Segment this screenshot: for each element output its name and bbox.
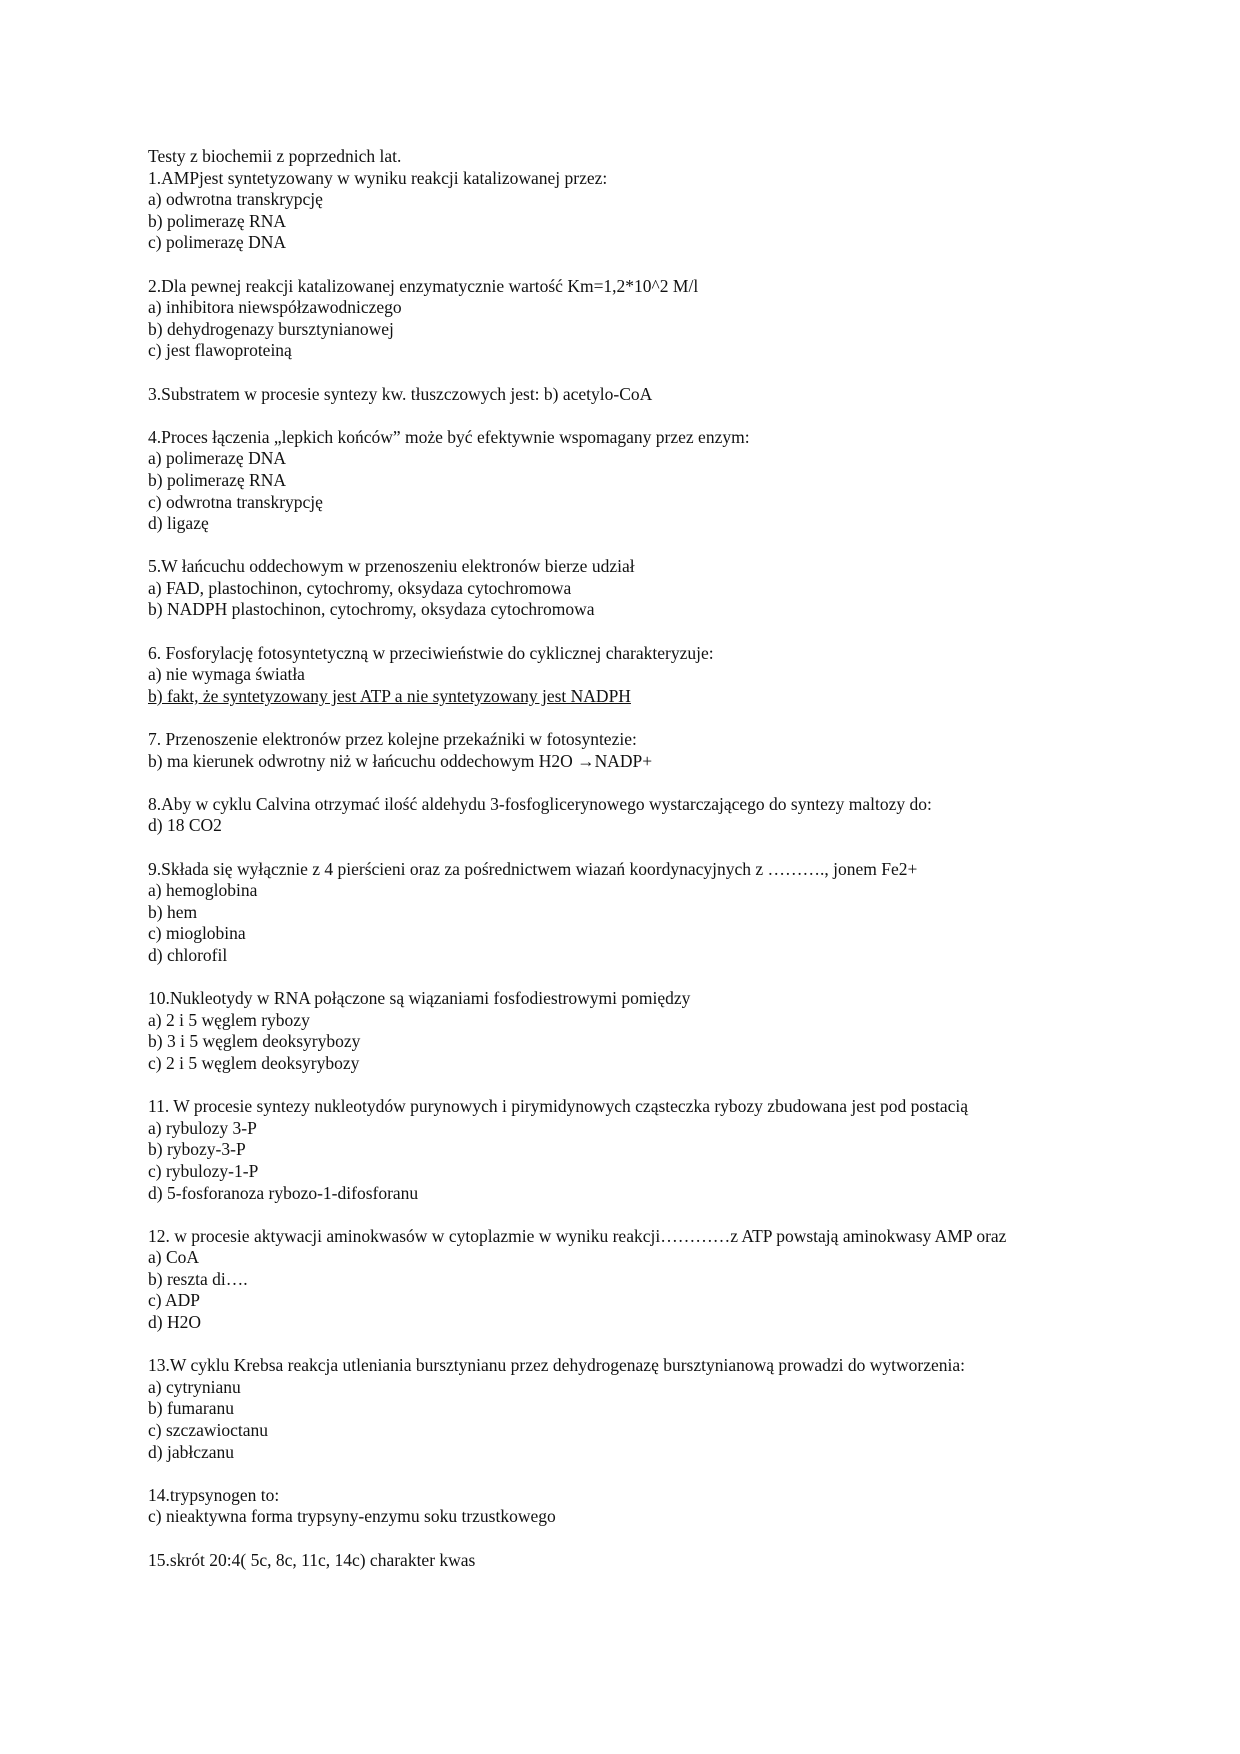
answer-option: b) fumaranu xyxy=(148,1398,235,1419)
answer-option: b) dehydrogenazy bursztynianowej xyxy=(148,318,394,339)
answer-option: a) cytrynianu xyxy=(148,1376,241,1397)
answer-option: b) polimerazę RNA xyxy=(148,469,287,490)
question-text: 14.trypsynogen to: xyxy=(148,1484,280,1505)
answer-option: a) polimerazę DNA xyxy=(148,448,286,469)
answer-option: d) 5-fosforanoza rybozo-1-difosforanu xyxy=(148,1182,419,1203)
answer-option: d) chlorofil xyxy=(148,944,228,965)
question-13 xyxy=(148,1355,1148,1463)
question-text: 13.W cyklu Krebsa reakcja utleniania bursztynianu przez dehydrogenazę bursztynianową prowadzi do wytworzenia: xyxy=(148,1355,965,1376)
question-text: 1.AMPjest syntetyzowany w wyniku reakcji katalizowanej przez: xyxy=(148,167,608,188)
question-text: 2.Dla pewnej reakcji katalizowanej enzymatycznie wartość Km=1,2*10^2 M/l xyxy=(148,275,699,296)
question-6 xyxy=(148,643,1148,708)
document-content xyxy=(148,146,1148,1593)
question-3 xyxy=(148,384,1148,406)
answer-option: b) reszta di…. xyxy=(148,1268,248,1289)
answer-option: c) rybulozy-1-P xyxy=(148,1160,259,1181)
answer-option: a) hemoglobina xyxy=(148,880,258,901)
question-10 xyxy=(148,988,1148,1074)
answer-option: a) rybulozy 3-P xyxy=(148,1117,257,1138)
question-text: 6. Fosforylację fotosyntetyczną w przeciwieństwie do cyklicznej charakteryzuje: xyxy=(148,642,714,663)
answer-option: a) nie wymaga światła xyxy=(148,664,305,685)
question-text: 4.Proces łączenia „lepkich końców” może być efektywnie wspomagany przez enzym: xyxy=(148,426,750,447)
answer-option: b) ma kierunek odwrotny niż w łańcuchu oddechowym H2O →NADP+ xyxy=(148,750,653,771)
question-5 xyxy=(148,556,1148,621)
question-text: 11. W procesie syntezy nukleotydów purynowych i pirymidynowych cząsteczka rybozy zbudowana jest pod postacią xyxy=(148,1096,969,1117)
answer-option: b) NADPH plastochinon, cytochromy, oksydaza cytochromowa xyxy=(148,599,595,620)
answer-option-underlined: b) fakt, że syntetyzowany jest ATP a nie syntetyzowany jest NADPH xyxy=(148,685,631,706)
question-text: 8.Aby w cyklu Calvina otrzymać ilość aldehydu 3-fosfoglicerynowego wystarczającego do syntezy maltozy do: xyxy=(148,793,932,814)
question-4 xyxy=(148,427,1148,535)
answer-option: b) polimerazę RNA xyxy=(148,210,287,231)
document-title: Testy z biochemii z poprzednich lat. xyxy=(148,146,402,166)
answer-option: d) ligazę xyxy=(148,513,209,534)
answer-option: c) polimerazę DNA xyxy=(148,232,286,253)
question-15 xyxy=(148,1550,1148,1572)
question-text: 10.Nukleotydy w RNA połączone są wiązaniami fosfodiestrowymi pomiędzy xyxy=(148,988,691,1009)
answer-option: c) nieaktywna forma trypsyny-enzymu soku trzustkowego xyxy=(148,1506,556,1527)
answer-option: a) inhibitora niewspółzawodniczego xyxy=(148,297,402,318)
answer-option: a) FAD, plastochinon, cytochromy, oksydaza cytochromowa xyxy=(148,577,572,598)
question-text: 7. Przenoszenie elektronów przez kolejne przekaźniki w fotosyntezie: xyxy=(148,729,637,750)
question-7 xyxy=(148,729,1148,772)
answer-option: a) odwrotna transkrypcję xyxy=(148,189,323,210)
answer-option: b) rybozy-3-P xyxy=(148,1139,246,1160)
answer-option: a) 2 i 5 węglem rybozy xyxy=(148,1009,310,1030)
answer-option: c) 2 i 5 węglem deoksyrybozy xyxy=(148,1052,360,1073)
answer-option: d) jabłczanu xyxy=(148,1441,234,1462)
question-14 xyxy=(148,1485,1148,1528)
question-text: 9.Składa się wyłącznie z 4 pierścieni oraz za pośrednictwem wiazań koordynacyjnych z ………., jonem Fe2+ xyxy=(148,858,918,879)
question-text: 15.skrót 20:4( 5c, 8c, 11c, 14c) charakter kwas xyxy=(148,1549,476,1570)
answer-option: d) H2O xyxy=(148,1312,201,1333)
question-text: 3.Substratem w procesie syntezy kw. tłuszczowych jest: b) acetylo-CoA xyxy=(148,383,653,404)
answer-option: c) odwrotna transkrypcję xyxy=(148,491,323,512)
question-1 xyxy=(148,168,1148,254)
question-2 xyxy=(148,276,1148,362)
question-11 xyxy=(148,1096,1148,1204)
answer-option: b) 3 i 5 węglem deoksyrybozy xyxy=(148,1031,361,1052)
answer-option: b) hem xyxy=(148,901,198,922)
question-9 xyxy=(148,859,1148,967)
question-text: 5.W łańcuchu oddechowym w przenoszeniu elektronów bierze udział xyxy=(148,556,635,577)
answer-option: d) 18 CO2 xyxy=(148,815,222,836)
answer-option: c) jest flawoproteiną xyxy=(148,340,292,361)
answer-option: c) ADP xyxy=(148,1290,201,1311)
answer-option: c) szczawioctanu xyxy=(148,1420,268,1441)
question-8 xyxy=(148,794,1148,837)
answer-option: a) CoA xyxy=(148,1247,200,1268)
question-12 xyxy=(148,1226,1148,1334)
answer-option: c) mioglobina xyxy=(148,923,246,944)
question-text: 12. w procesie aktywacji aminokwasów w cytoplazmie w wyniku reakcji…………z ATP powstają aminokwasy AMP oraz xyxy=(148,1225,1007,1246)
